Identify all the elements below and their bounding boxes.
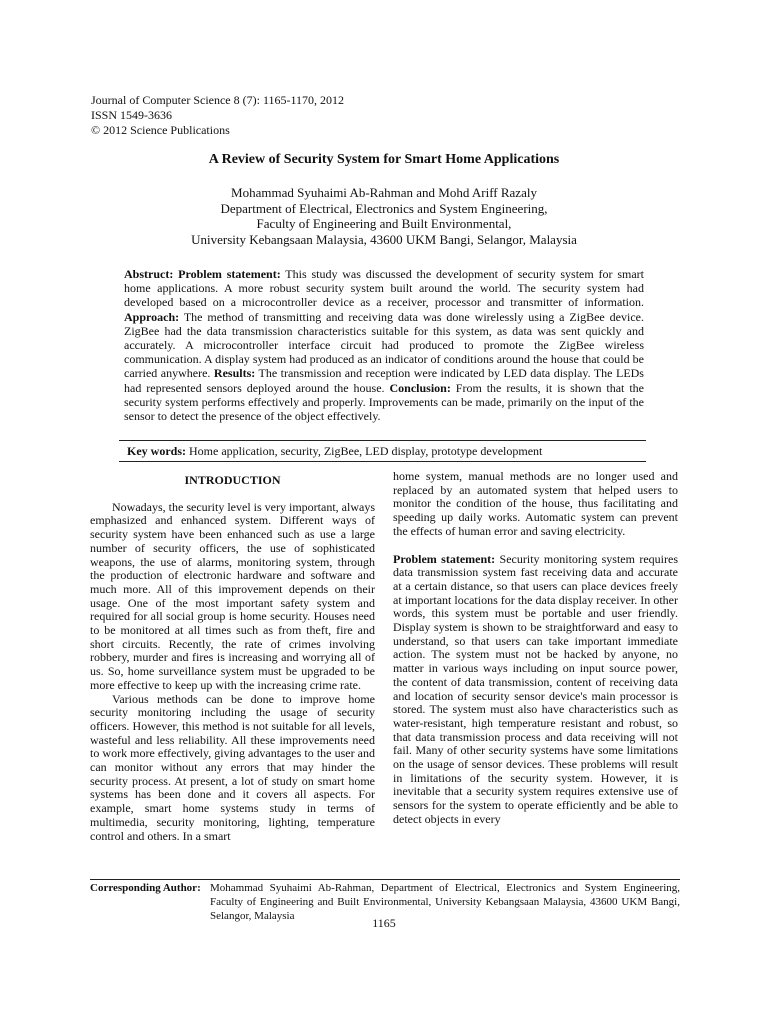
left-column bbox=[90, 470, 375, 843]
paper-title: A Review of Security System for Smart Home Applications bbox=[208, 152, 560, 167]
intro-paragraph-1: Nowadays, the security level is very important, always emphasized and enhanced system. Different ways of security system have been enhanced such as use a large number of security officers, the use of sophisticated weapons, the use of alarms, monitoring system, through the production of electronic hardware and software and much more. All of this improvement depends on their usage. One of the most important safety system and required for all social group is home security. Houses need to be monitored at all times such as from theft, fire and short circuits. Recently, the rate of crimes involving robbery, murder and fires is increasing and worrying all of us. So, home surveillance system must be upgraded to be more effective to keep up with the increasing crime rate. bbox=[90, 499, 375, 692]
footnote-text: Mohammad Syuhaimi Ab-Rahman, Department of Electrical, Electronics and System Engineering, Faculty of Engineering and Built Environmental, University Kebangsaan Malaysia, 43600 UKM Bangi, Selangor, Malaysia bbox=[210, 882, 680, 922]
journal-info bbox=[91, 93, 344, 138]
abstract-problem-label: Problem statement: bbox=[178, 267, 281, 281]
intro-paragraph-2: Various methods can be done to improve home security monitoring including the usage of security officers. However, this method is not suitable for all levels, wasteful and less reliability. All these improvements need to work more effectively, giving advantages to the user and can monitor without any errors that may hinder the security process. At present, a lot of study on smart home systems has been done and it covers all aspects. For example, smart home systems study in terms of multimedia, security monitoring, lighting, temperature control and others. In a smart bbox=[90, 691, 375, 843]
issn: ISSN 1549-3636 bbox=[91, 108, 173, 122]
author-names: Mohammad Syuhaimi Ab-Rahman and Mohd Ariff Razaly bbox=[231, 185, 537, 200]
abstract-approach-label: Approach: bbox=[124, 309, 180, 324]
footnote-label: Corresponding Author: bbox=[90, 882, 201, 894]
journal-citation: Journal of Computer Science 8 (7): 1165-1170, 2012 bbox=[91, 93, 345, 107]
author-department: Department of Electrical, Electronics and System Engineering, bbox=[220, 200, 548, 216]
abstract-label: Abstruct: bbox=[124, 267, 174, 281]
author-faculty: Faculty of Engineering and Built Environmental, bbox=[256, 216, 512, 232]
keywords-label: Key words: bbox=[127, 444, 186, 458]
copyright: © 2012 Science Publications bbox=[91, 123, 230, 137]
author-block bbox=[0, 185, 768, 247]
abstract-results-label: Results: bbox=[213, 366, 256, 381]
intro-paragraph-3: home system, manual methods are no longer used and replaced by an automated system that helped users to monitor the condition of the house, thus facilitating and speeding up daily works. Automatic system can prevent the effects of human error and saving electricity. bbox=[393, 469, 678, 538]
author-university: University Kebangsaan Malaysia, 43600 UKM Bangi, Selangor, Malaysia bbox=[191, 231, 577, 247]
page-number: 1165 bbox=[372, 916, 396, 930]
right-column bbox=[393, 470, 678, 827]
problem-statement-text: Security monitoring system requires data transmission system fast receiving data and accurate at a certain distance, so that users can place devices freely at important locations for the data display receiver. In other words, this system must be portable and user friendly. Display system is shown to be straightforward and easy to understand, so that users can take important immediate action. The system must not be hacked by anyone, no matter in various ways including on input source power, the content of data transmission, content of receiving data and location of security sensor device's main processor is stored. The system must also have characteristics such as water-resistant, high temperature resistant and robust, so that data transmission process and data receiving will not fail. Many of other security systems have some limitations on the usage of sensor devices. These problems will result in limitations of the security system. However, it is inevitable that a security system requires extensive use of sensors for the system to operate efficiently and be able to detect objects in every bbox=[393, 551, 678, 826]
abstract-conclusion-text: From the results, it is shown that the security system performs effectively and properly. Improvements can be made, primarily on the input of the sensor to detect the presence of the object effectively. bbox=[124, 380, 644, 424]
abstract-approach-text: The method of transmitting and receiving data was done wirelessly using a ZigBee device. ZigBee had the data transmission characteristics suitable for this system, as data was sent quickly and accurately. A microcontroller interface circuit had produced to promote the ZigBee wireless communication. A display system had produced as an indicator of conditions around the house that could be carried anywhere. bbox=[124, 309, 644, 381]
abstract-conclusion-label: Conclusion: bbox=[389, 380, 451, 395]
section-heading-introduction: INTRODUCTION bbox=[184, 473, 281, 487]
problem-statement-paragraph bbox=[393, 553, 678, 827]
keywords bbox=[119, 440, 646, 462]
keywords-text: Home application, security, ZigBee, LED display, prototype development bbox=[189, 444, 543, 458]
abstract-problem-text: This study was discussed the development of security system for smart home applications. A more robust security system built around the world. The security system had developed based on a microcontroller device as a receiver, processor and transmitter of information. bbox=[124, 267, 644, 310]
abstract bbox=[124, 267, 644, 423]
abstract-results-text: The transmission and reception were indicated by LED data display. The LEDs had represented sensors deployed around the house. bbox=[124, 366, 644, 395]
problem-statement-label: Problem statement: bbox=[393, 551, 496, 566]
